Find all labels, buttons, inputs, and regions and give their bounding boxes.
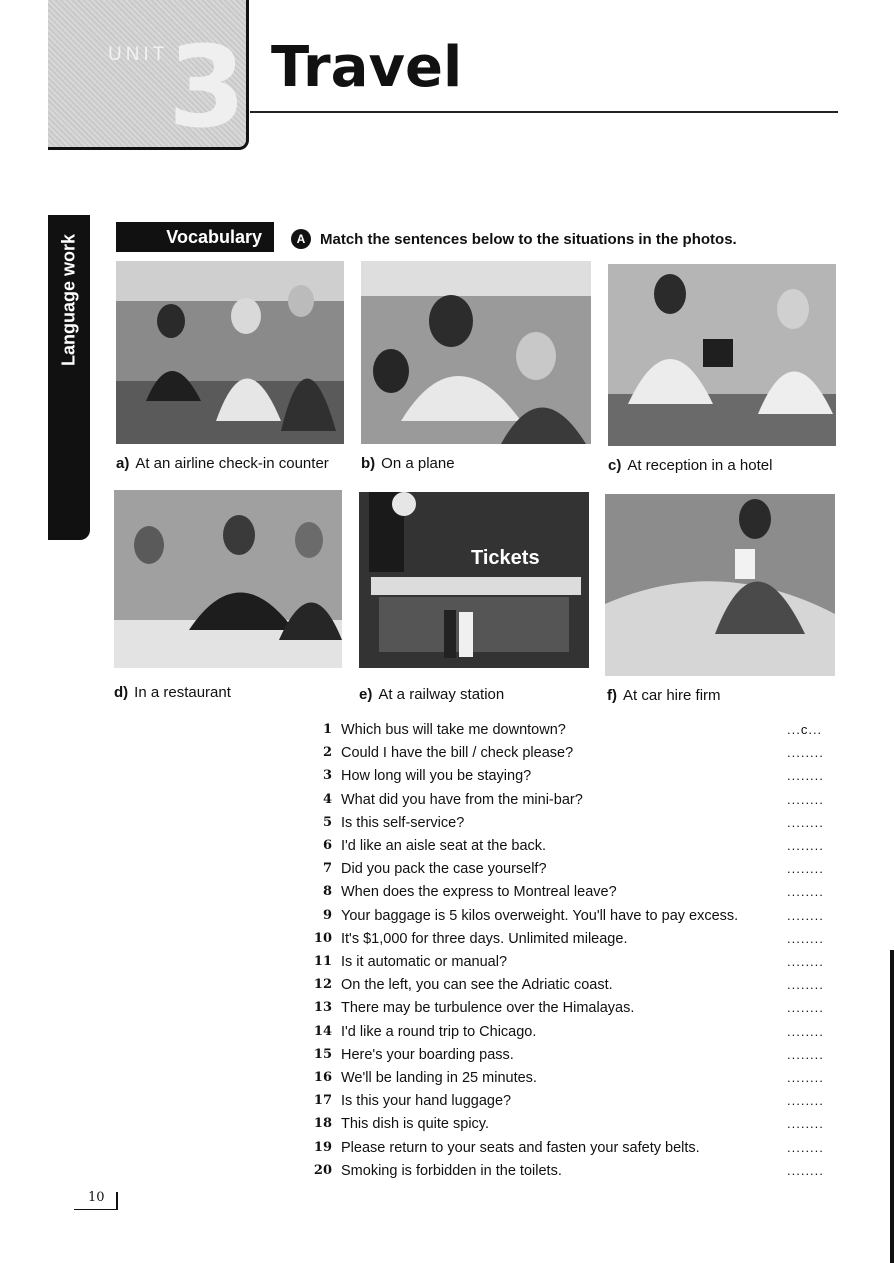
item-text: I'd like an aisle seat at the back. xyxy=(341,838,547,854)
item-number: 10 xyxy=(313,930,332,946)
exercise-letter-badge: A xyxy=(291,229,311,249)
photo-hotel-reception xyxy=(608,264,836,446)
answer-blank[interactable]: ........ xyxy=(787,791,824,807)
page-number: 10 xyxy=(88,1190,105,1205)
list-item xyxy=(308,815,848,838)
side-tab-label: Language work xyxy=(58,233,79,367)
list-item xyxy=(308,1163,848,1186)
answer-blank[interactable]: ........ xyxy=(787,745,824,761)
caption-letter: d) xyxy=(114,684,129,701)
answer-blank[interactable]: ........ xyxy=(787,1116,824,1132)
caption-text: In a restaurant xyxy=(134,684,231,701)
item-text: I'd like a round trip to Chicago. xyxy=(341,1023,537,1040)
answer-blank[interactable]: ........ xyxy=(787,1070,824,1085)
item-number: 12 xyxy=(313,977,332,993)
caption-letter: c) xyxy=(608,457,622,474)
caption-letter: a) xyxy=(116,455,130,472)
item-number: 4 xyxy=(322,791,332,807)
item-number: 15 xyxy=(313,1046,332,1062)
item-number: 17 xyxy=(313,1093,332,1109)
item-number: 18 xyxy=(313,1116,332,1132)
page-number-bracket xyxy=(116,1192,118,1210)
photo-on-a-plane xyxy=(361,261,591,444)
list-item xyxy=(308,1116,848,1139)
list-item xyxy=(308,1047,848,1070)
list-item xyxy=(308,1070,848,1093)
item-number: 1 xyxy=(322,722,332,737)
list-item xyxy=(308,931,848,954)
answer-blank[interactable]: ........ xyxy=(787,977,824,993)
item-text: We'll be landing in 25 minutes. xyxy=(341,1070,537,1086)
item-text: Could I have the bill / check please? xyxy=(341,745,574,762)
list-item xyxy=(308,908,848,931)
item-text: Is this your hand luggage? xyxy=(341,1093,512,1110)
item-text: What did you have from the mini-bar? xyxy=(341,791,583,808)
list-item xyxy=(308,1093,848,1116)
answer-blank[interactable]: ........ xyxy=(787,1139,824,1155)
caption-text: At car hire firm xyxy=(623,687,721,704)
vocabulary-badge: Vocabulary xyxy=(116,222,274,252)
answer-blank[interactable]: ........ xyxy=(787,1023,824,1039)
item-number: 7 xyxy=(322,861,332,877)
photo-railway-station xyxy=(359,492,589,668)
item-number: 20 xyxy=(313,1162,332,1178)
item-number: 19 xyxy=(313,1139,332,1155)
list-item xyxy=(308,884,848,907)
caption-text: At reception in a hotel xyxy=(627,457,773,474)
list-item xyxy=(308,1140,848,1163)
item-text: Is this self-service? xyxy=(341,814,465,831)
caption-e xyxy=(359,686,504,703)
list-item xyxy=(308,838,848,861)
scan-edge xyxy=(890,950,894,1263)
caption-letter: f) xyxy=(607,687,617,704)
list-item xyxy=(308,1000,848,1023)
caption-c xyxy=(608,457,772,474)
item-number: 16 xyxy=(313,1070,332,1085)
item-text: There may be turbulence over the Himalayas. xyxy=(341,1000,635,1017)
item-number: 14 xyxy=(313,1023,332,1039)
unit-label: UNIT xyxy=(108,44,169,65)
answer-blank[interactable]: ........ xyxy=(787,1000,824,1016)
item-text: Please return to your seats and fasten your safety belts. xyxy=(341,1139,700,1156)
item-text: Here's your boarding pass. xyxy=(341,1046,514,1063)
title-underline xyxy=(250,111,838,113)
item-text: When does the express to Montreal leave? xyxy=(341,884,617,901)
caption-d xyxy=(114,684,231,701)
exercise-instruction: Match the sentences below to the situations in the photos. xyxy=(320,231,737,248)
answer-blank[interactable]: ........ xyxy=(787,1046,824,1062)
item-text: Smoking is forbidden in the toilets. xyxy=(341,1162,562,1179)
item-text: Is it automatic or manual? xyxy=(341,954,508,970)
tickets-sign-text: Tickets xyxy=(471,547,540,569)
list-item xyxy=(308,861,848,884)
item-number: 8 xyxy=(322,884,332,900)
answer-blank[interactable]: ...c... xyxy=(787,722,823,737)
answer-blank[interactable]: ........ xyxy=(787,768,824,784)
item-text: It's $1,000 for three days. Unlimited mileage. xyxy=(341,930,628,947)
list-item xyxy=(308,1024,848,1047)
list-item xyxy=(308,745,848,768)
unit-number: 3 xyxy=(168,23,246,153)
caption-letter: b) xyxy=(361,455,376,472)
photo-car-hire xyxy=(605,494,835,676)
answer-blank[interactable]: ........ xyxy=(787,861,824,877)
item-text: This dish is quite spicy. xyxy=(341,1116,490,1133)
item-number: 5 xyxy=(322,814,332,830)
item-number: 13 xyxy=(313,1000,332,1016)
caption-text: At an airline check-in counter xyxy=(135,455,329,472)
item-text: How long will you be staying? xyxy=(341,768,532,785)
photo-check-in-counter xyxy=(116,261,344,444)
caption-text: At a railway station xyxy=(378,686,505,703)
caption-a xyxy=(116,455,329,472)
item-text: On the left, you can see the Adriatic coast. xyxy=(341,977,613,994)
answer-blank[interactable]: ........ xyxy=(787,907,824,923)
item-number: 6 xyxy=(322,838,332,853)
answer-blank[interactable]: ........ xyxy=(787,930,824,946)
caption-letter: e) xyxy=(359,686,373,703)
item-text: Did you pack the case yourself? xyxy=(341,861,547,878)
caption-f xyxy=(607,687,721,704)
item-number: 3 xyxy=(322,768,332,784)
answer-blank[interactable]: ........ xyxy=(787,884,824,900)
caption-b xyxy=(361,455,455,472)
photo-restaurant xyxy=(114,490,342,668)
page-title: Travel xyxy=(271,35,463,100)
list-item xyxy=(308,768,848,791)
answer-blank[interactable]: ........ xyxy=(787,838,824,853)
answer-blank[interactable]: ........ xyxy=(787,814,824,830)
caption-text: On a plane xyxy=(381,455,455,472)
item-number: 9 xyxy=(322,907,332,923)
answer-blank[interactable]: ........ xyxy=(787,954,824,969)
item-text: Your baggage is 5 kilos overweight. You'll have to pay excess. xyxy=(341,907,739,924)
list-item xyxy=(308,722,848,745)
answer-blank[interactable]: ........ xyxy=(787,1162,824,1178)
page-number-rule xyxy=(74,1209,118,1210)
answer-blank[interactable]: ........ xyxy=(787,1093,824,1109)
item-number: 11 xyxy=(313,954,332,969)
list-item xyxy=(308,954,848,977)
item-text: Which bus will take me downtown? xyxy=(341,722,566,738)
list-item xyxy=(308,792,848,815)
list-item xyxy=(308,977,848,1000)
item-number: 2 xyxy=(322,745,332,761)
